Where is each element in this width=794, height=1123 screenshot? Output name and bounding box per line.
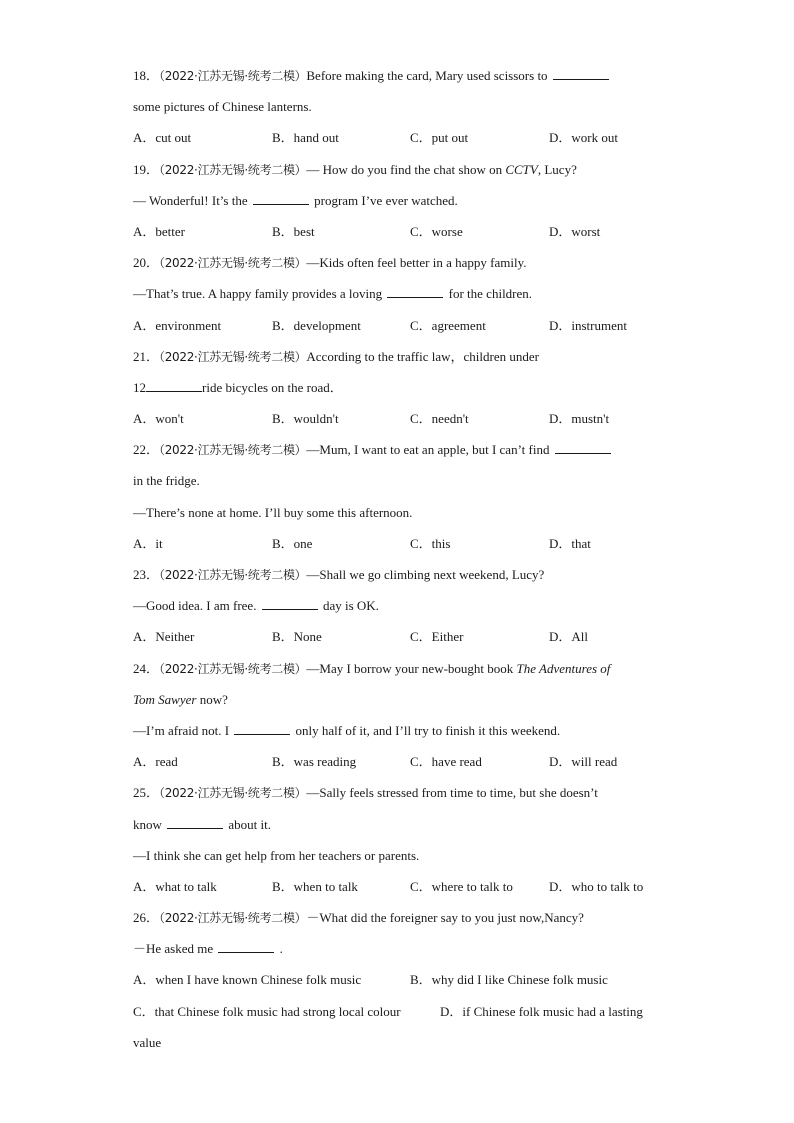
option-d: D．instrument xyxy=(549,317,627,333)
answer-blank xyxy=(555,441,611,454)
answer-blank xyxy=(387,285,443,298)
option-c: C．where to talk to xyxy=(410,878,513,894)
option-a: A．better xyxy=(133,223,185,239)
option-a: A．cut out xyxy=(133,130,192,146)
option-d: D．work out xyxy=(549,130,618,146)
option-a: A．read xyxy=(133,754,178,770)
answer-blank xyxy=(167,816,223,829)
question-19-options xyxy=(133,216,673,247)
option-d: D．will read xyxy=(549,754,618,770)
question-26-options-row2 xyxy=(133,996,673,1027)
option-a: A．won't xyxy=(133,411,184,427)
option-d: D．mustn't xyxy=(549,411,610,427)
option-a: A．what to talk xyxy=(133,878,217,894)
question-23-stem: 23．（2022·江苏无锡·统考二模）—Shall we go climbing next weekend, Lucy? xyxy=(133,567,545,582)
answer-blank xyxy=(218,940,274,953)
option-c: C．that Chinese folk music had strong local colour xyxy=(133,1003,401,1019)
option-b: B．best xyxy=(272,223,315,239)
option-c: C．needn't xyxy=(410,411,469,427)
answer-blank xyxy=(146,379,202,392)
option-b: B．when to talk xyxy=(272,878,358,894)
option-b: B．why did I like Chinese folk music xyxy=(410,972,608,988)
question-25-options xyxy=(133,871,673,902)
option-d: D．worst xyxy=(549,223,601,239)
answer-blank xyxy=(553,67,609,80)
question-18-stem: 18．（2022·江苏无锡·统考二模）Before making the card, Mary used scissors to xyxy=(133,60,673,91)
option-b: B．None xyxy=(272,629,322,645)
option-b: B．one xyxy=(272,535,313,551)
option-b: B．development xyxy=(272,317,361,333)
question-24-options xyxy=(133,746,673,777)
question-18-options xyxy=(133,122,673,153)
option-d-continued: value xyxy=(133,1034,162,1050)
question-23-options xyxy=(133,621,673,652)
question-25-stem: 25．（2022·江苏无锡·统考二模）—Sally feels stressed from time to time, but she doesn’t xyxy=(133,785,598,801)
question-20-options xyxy=(133,310,673,341)
option-c: C．have read xyxy=(410,754,482,770)
option-c: C．this xyxy=(410,535,451,551)
option-c: C．put out xyxy=(410,130,469,146)
option-a: A．environment xyxy=(133,317,222,333)
question-22-options xyxy=(133,528,673,559)
option-c: C．worse xyxy=(410,223,463,239)
option-c: C．Either xyxy=(410,629,464,645)
option-d: D．if Chinese folk music had a lasting xyxy=(440,1003,643,1019)
answer-blank xyxy=(234,722,290,735)
question-26-stem: 26．（2022·江苏无锡·统考二模）－What did the foreigner say to you just now,Nancy? xyxy=(133,910,584,926)
question-21-options xyxy=(133,403,673,434)
option-b: B．hand out xyxy=(272,130,339,146)
question-22-stem: 22．（2022·江苏无锡·统考二模）—Mum, I want to eat an apple, but I can’t find xyxy=(133,434,673,465)
answer-blank xyxy=(253,192,309,205)
answer-blank xyxy=(262,597,318,610)
option-d: D．that xyxy=(549,535,591,551)
option-a: A．it xyxy=(133,535,163,551)
question-26-options-row1 xyxy=(133,964,673,995)
option-b: B．was reading xyxy=(272,754,357,770)
option-d: D．All xyxy=(549,629,589,645)
option-a: A．when I have known Chinese folk music xyxy=(133,972,362,988)
option-b: B．wouldn't xyxy=(272,411,339,427)
option-d: D．who to talk to xyxy=(549,878,644,894)
question-20-stem: 20．（2022·江苏无锡·统考二模）—Kids often feel better in a happy family. xyxy=(133,255,527,271)
question-page: 18．（2022·江苏无锡·统考二模）Before making the card, Mary used scissors to some pictures of Chinese lanterns. A．cut out B．hand out C．put out D．work out 19．（2022·江苏无锡·统考二模）— How do you find the chat show on CCTV, Lucy? — Wonderful! It’s the program I’ve ever watched. A．better B．best C．worse D．worst 20．（2022·江苏无锡·统考二模）—Kids often feel better in a happy family. —That’s true. A happy family provides a loving for the children. A．environment B．development C．agreement D．instrument 21．（2022·江苏无锡·统考二模）According to the traffic law，children under 12 ride bicycles on the road． A．won't B．wouldn't C．needn't D．mustn't 22．（2022·江苏无锡·统考二模）—Mum, I want to eat an apple, but I can’t find in the fridge. —There’s none at home. I’ll buy some this afternoon. A．it B．one C．this D．that 23．（2022·江苏无锡·统考二模）—Shall we go climbing next weekend, Lucy? —Good idea. I am free. day is OK. A．Neither B．None C．Either D．All 24．（2022·江苏无锡·统考二模）—May I borrow your new-bought book The Adventures of Tom Sawyer now? —I’m afraid not. I only half of it, and I’ll try to finish it this weekend. A．read B．was reading C．have read D．will read 25．（2022·江苏无锡·统考二模）—Sally feels stressed from time to time, but she doesn’t know about it. —I think she can get help from her teachers or parents. A．what to talk B．when to talk C．where to talk to D．who to talk to 26．（2022·江苏无锡·统考二模）－What did the foreigner say to you just now,Nancy? －He asked me . A．when I have known Chinese folk music B．why did I like Chinese folk music C．that Chinese folk music had strong local colour D．if Chinese folk music had a lasting value xyxy=(133,60,673,1058)
question-19-stem: 19．（2022·江苏无锡·统考二模）— How do you find the chat show on CCTV, Lucy? xyxy=(133,161,577,177)
question-24-stem: 24．（2022·江苏无锡·统考二模）—May I borrow your new-bought book The Adventures of xyxy=(133,660,611,676)
option-a: A．Neither xyxy=(133,629,195,645)
question-21-stem: 21．（2022·江苏无锡·统考二模）According to the traffic law，children under xyxy=(133,348,539,364)
option-c: C．agreement xyxy=(410,317,486,333)
